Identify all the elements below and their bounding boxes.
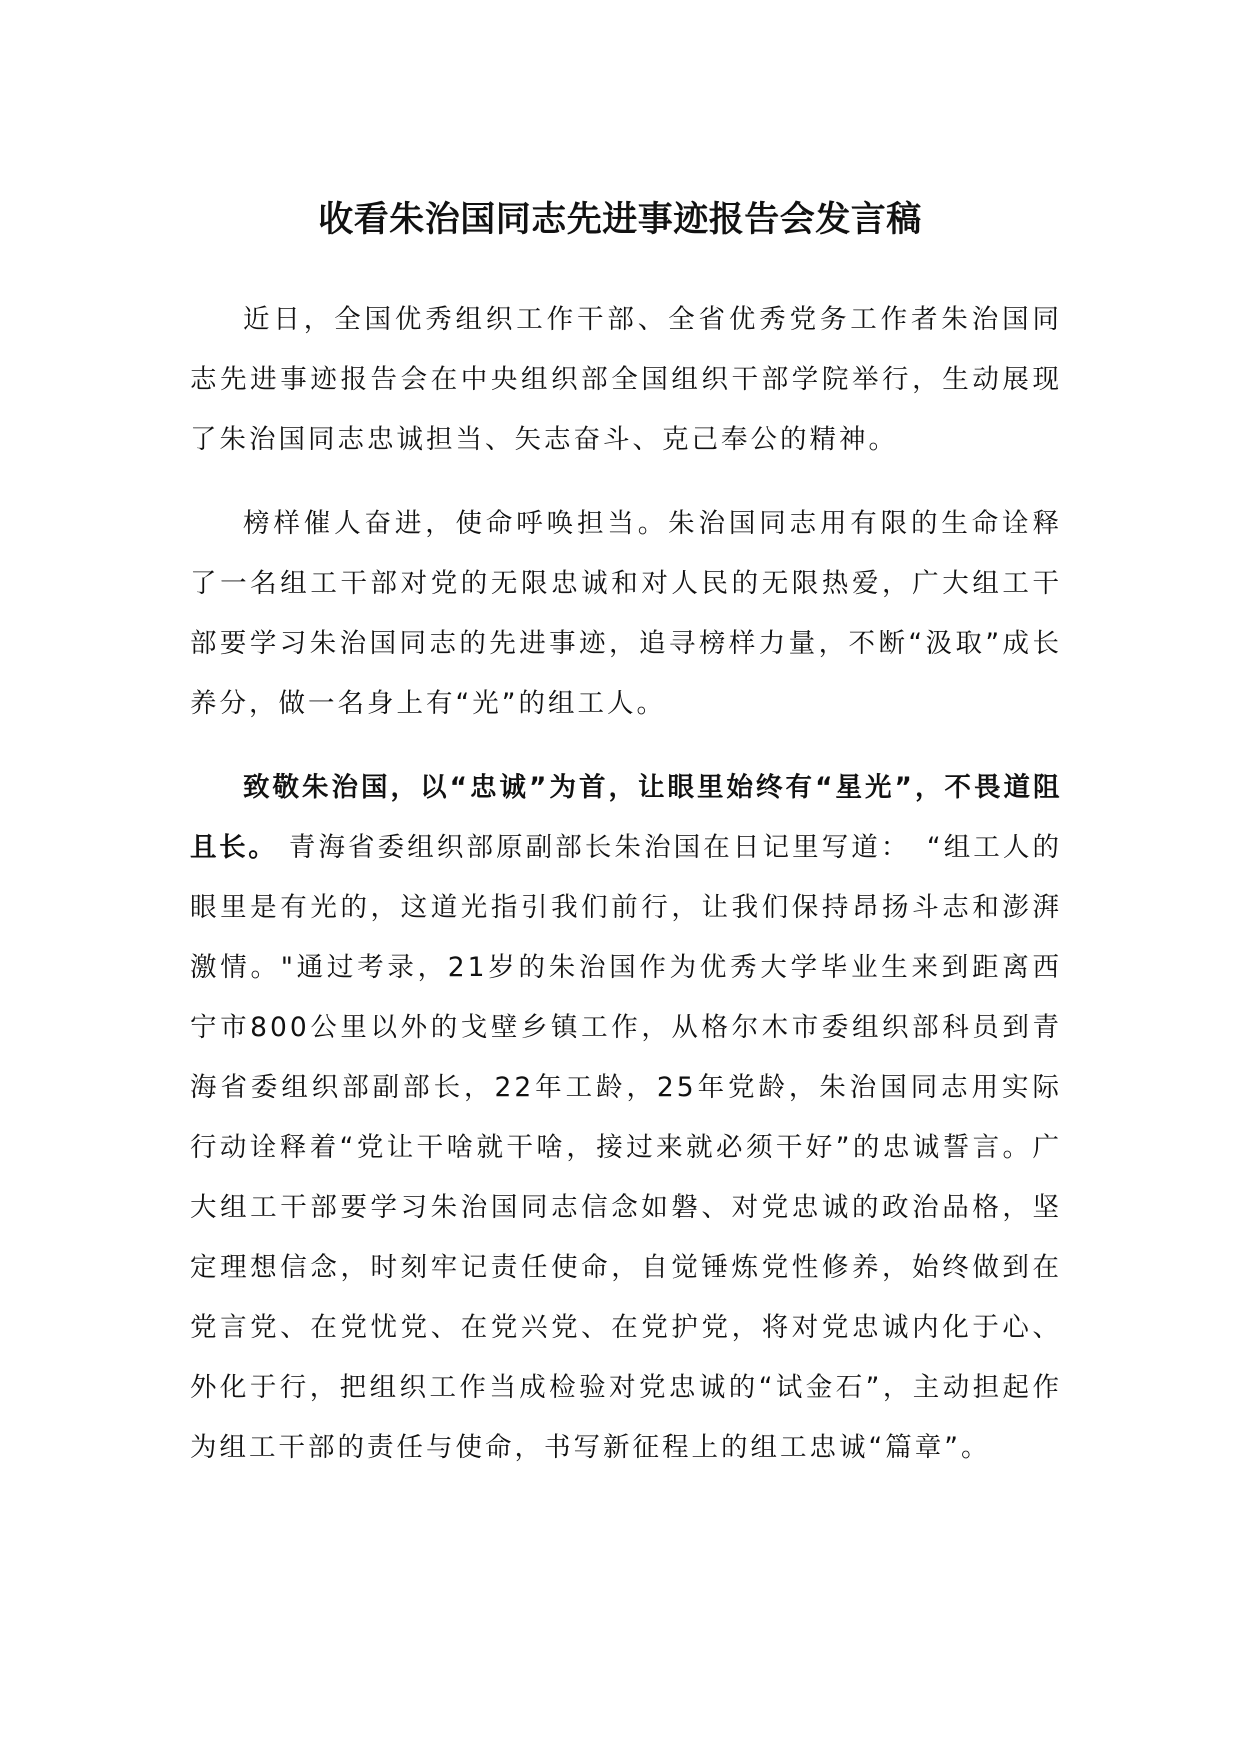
paragraph-intro bbox=[190, 290, 1062, 470]
paragraph-text: 榜样催人奋进，使命呼唤担当。朱治国同志用有限的生命诠释了一名组工干部对党的无限忠诚和对人民的无限热爱，广大组工干部要学习朱治国同志的先进事迹，追寻榜样力量，不断“汲取”成长养分，做一名身上有“光”的组工人。 bbox=[190, 508, 1062, 719]
paragraph-role-model bbox=[190, 494, 1062, 734]
paragraph-loyalty bbox=[190, 758, 1062, 1478]
document-title: 收看朱治国同志先进事迹报告会发言稿 bbox=[318, 200, 922, 240]
paragraph-text: 青海省委组织部原副部长朱治国在日记里写道： “组工人的眼里是有光的，这道光指引我们前行，让我们保持昂扬斗志和澎湃激情。"通过考录，21岁的朱治国作为优秀大学毕业生来到距离西宁市800公里以外的戈壁乡镇工作，从格尔木市委组织部科员到青海省委组织部副部长，22年工龄，25年党龄，朱治国同志用实际行动诠释着“党让干啥就干啥，接过来就必须干好”的忠诚誓言。广大组工干部要学习朱治国同志信念如磐、对党忠诚的政治品格，坚定理想信念，时刻牢记责任使命，自觉锤炼党性修养，始终做到在党言党、在党忧党、在党兴党、在党护党，将对党忠诚内化于心、外化于行，把组织工作当成检验对党忠诚的“试金石”，主动担起作为组工干部的责任与使命，书写新征程上的组工忠诚“篇章”。 bbox=[190, 832, 1062, 1463]
paragraph-text: 近日，全国优秀组织工作干部、全省优秀党务工作者朱治国同志先进事迹报告会在中央组织部全国组织干部学院举行，生动展现了朱治国同志忠诚担当、矢志奋斗、克己奉公的精神。 bbox=[190, 304, 1062, 455]
paragraph-lead-heading: 致敬朱治国，以“忠诚”为首，让眼里始终有“星光”，不畏道阻且长。 bbox=[190, 772, 1062, 863]
